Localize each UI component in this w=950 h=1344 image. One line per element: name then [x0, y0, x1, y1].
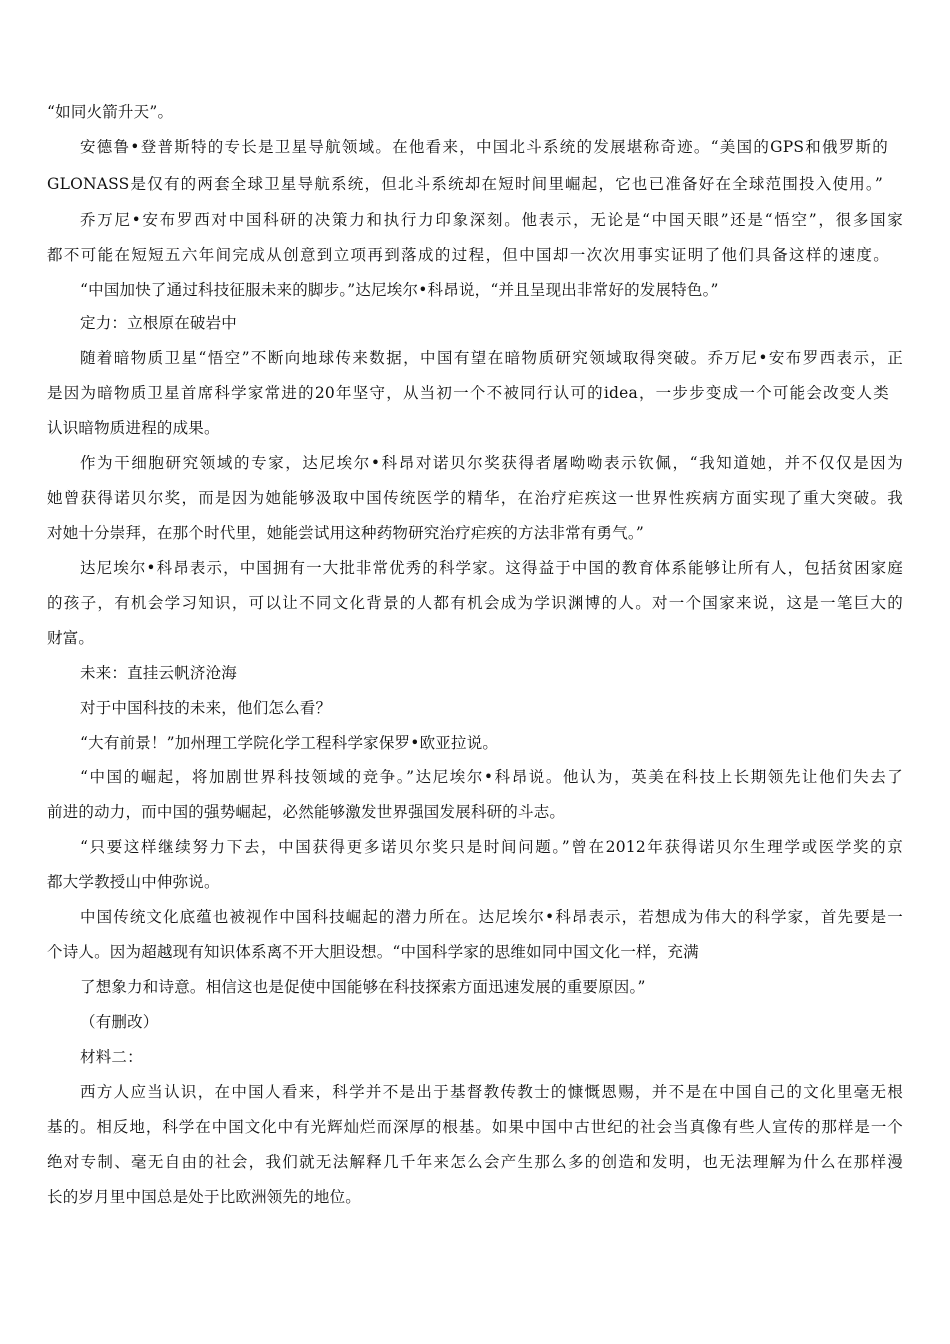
- text-line: 了想象力和诗意。相信这也是促使中国能够在科技探索方面迅速发展的重要原因。”: [80, 978, 646, 996]
- text-line: 她曾获得诺贝尔奖，而是因为她能够汲取中国传统医学的精华，在治疗疟疾这一世界性疾病方面实现了重大突破。我: [47, 489, 903, 507]
- text-line: 西方人应当认识，在中国人看来，科学并不是出于基督教传教士的慷慨恩赐，并不是在中国自己的文化里毫无根: [80, 1083, 903, 1101]
- section-heading: 材料二：: [80, 1048, 143, 1066]
- text-line: 都大学教授山中伸弥说。: [47, 873, 220, 891]
- text-line: 财富。: [47, 629, 95, 647]
- text-line: “如同火箭升天”。: [47, 103, 174, 121]
- section-heading: 未来：直挂云帆济沧海: [80, 664, 238, 682]
- text-line: 安德鲁•登普斯特的专长是卫星导航领域。在他看来，中国北斗系统的发展堪称奇迹。“美国的GPS和俄罗斯的: [80, 138, 888, 156]
- text-line: “中国的崛起，将加剧世界科技领域的竞争。”达尼埃尔•科昂说。他认为，英美在科技上长期领先让他们失去了: [80, 768, 903, 786]
- text-line: 对于中国科技的未来，他们怎么看？: [80, 699, 332, 717]
- text-line: 乔万尼•安布罗西对中国科研的决策力和执行力印象深刻。他表示，无论是“中国天眼”还是“悟空”，很多国家: [80, 211, 903, 229]
- text-line: 达尼埃尔•科昂表示，中国拥有一大批非常优秀的科学家。这得益于中国的教育体系能够让所有人，包括贫困家庭: [80, 559, 903, 577]
- text-line: “只要这样继续努力下去，中国获得更多诺贝尔奖只是时间问题。”曾在2012年获得诺贝尔生理学或医学奖的京: [80, 838, 903, 856]
- text-line: 绝对专制、毫无自由的社会，我们就无法解释几千年来怎么会产生那么多的创造和发明，也无法理解为什么在那样漫: [47, 1153, 903, 1171]
- text-line: “大有前景！”加州理工学院化学工程科学家保罗•欧亚拉说。: [80, 734, 499, 752]
- section-heading: 定力：立根原在破岩中: [80, 314, 238, 332]
- text-line: GLONASS是仅有的两套全球卫星导航系统，但北斗系统却在短时间里崛起，它也已准备好在全球范围投入使用。”: [47, 175, 883, 193]
- text-line: 前进的动力，而中国的强势崛起，必然能够激发世界强国发展科研的斗志。: [47, 803, 566, 821]
- text-line: “中国加快了通过科技征服未来的脚步。”达尼埃尔•科昂说，“并且呈现出非常好的发展特色。”: [80, 281, 719, 299]
- text-line: 作为干细胞研究领域的专家，达尼埃尔•科昂对诺贝尔奖获得者屠呦呦表示钦佩，“我知道她，并不仅仅是因为: [80, 454, 903, 472]
- text-line: 是因为暗物质卫星首席科学家常进的20年坚守，从当初一个不被同行认可的idea，一步步变成一个可能会改变人类: [47, 384, 889, 402]
- text-line: （有删改）: [80, 1013, 159, 1031]
- text-line: 基的。相反地，科学在中国文化中有光辉灿烂而深厚的根基。如果中国中古世纪的社会当真像有些人宣传的那样是一个: [47, 1118, 903, 1136]
- text-line: 个诗人。因为超越现有知识体系离不开大胆设想。“中国科学家的思维如同中国文化一样，充满: [47, 943, 699, 961]
- text-line: 认识暗物质进程的成果。: [47, 419, 220, 437]
- text-line: 长的岁月里中国总是处于比欧洲领先的地位。: [47, 1188, 362, 1206]
- text-line: 都不可能在短短五六年间完成从创意到立项再到落成的过程，但中国却一次次用事实证明了他们具备这样的速度。: [47, 246, 889, 264]
- text-line: 随着暗物质卫星“悟空”不断向地球传来数据，中国有望在暗物质研究领域取得突破。乔万尼•安布罗西表示，正: [80, 349, 903, 367]
- text-line: 的孩子，有机会学习知识，可以让不同文化背景的人都有机会成为学识渊博的人。对一个国家来说，这是一笔巨大的: [47, 594, 903, 612]
- text-line: 中国传统文化底蕴也被视作中国科技崛起的潜力所在。达尼埃尔•科昂表示，若想成为伟大的科学家，首先要是一: [80, 908, 903, 926]
- text-line: 对她十分崇拜，在那个时代里，她能尝试用这种药物研究治疗疟疾的方法非常有勇气。”: [47, 524, 644, 542]
